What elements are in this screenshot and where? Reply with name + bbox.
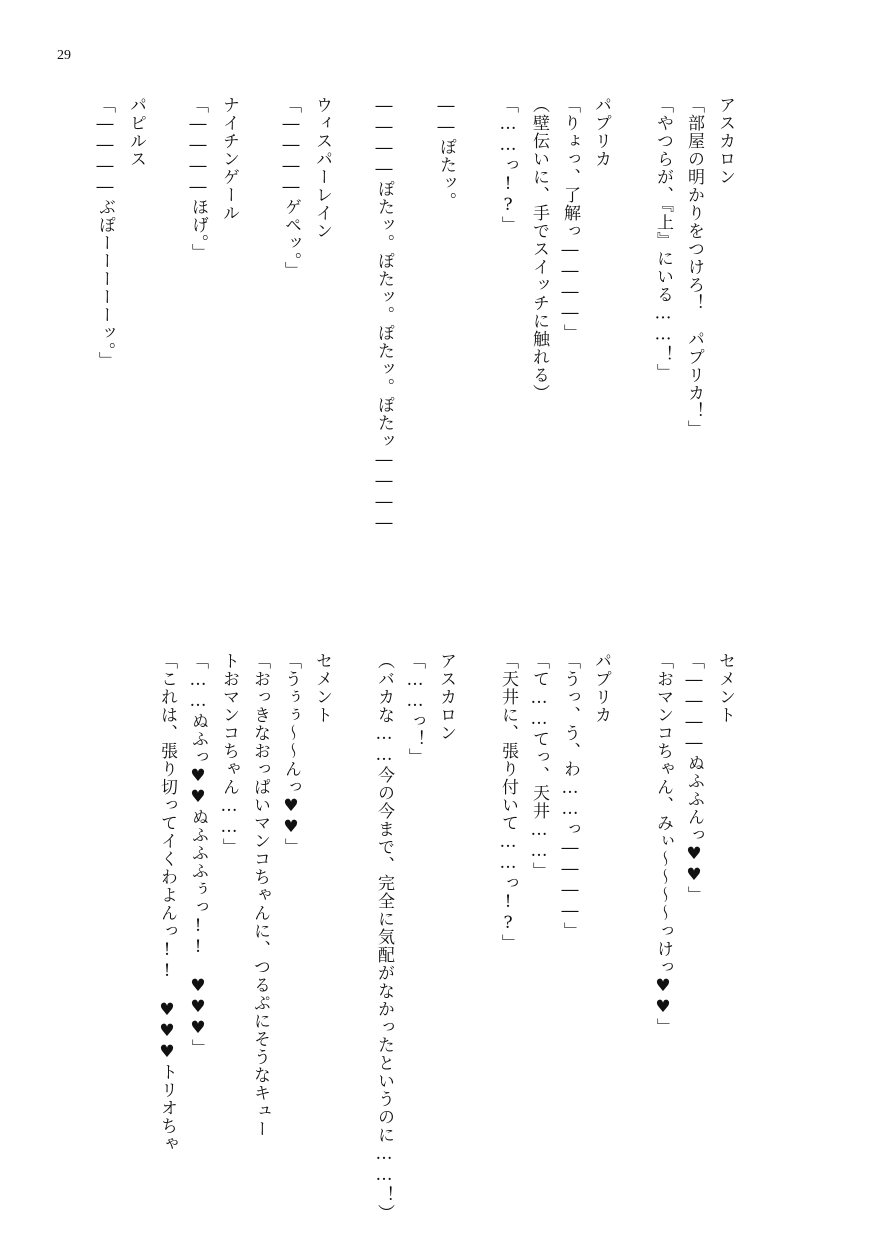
text-line: （壁伝いに、手でスイッチに触れる） xyxy=(529,96,549,402)
text-line: アスカロン xyxy=(436,652,456,742)
text-line: ――ぽたッ。 xyxy=(436,96,456,210)
text-line: 「おっきなおっぱいマンコちゃんに、つるぷにそうなキュー xyxy=(250,652,270,1138)
text-line: 「――――ゲペッ。」 xyxy=(281,96,301,280)
text-line: 「おマンコちゃん、みぃ～～～～っけっ♥♥」 xyxy=(653,652,673,1036)
text-line: 「――――ぬふふんっ♥♥」 xyxy=(684,652,704,904)
text-line: トおマンコちゃん……」 xyxy=(219,652,239,856)
text-line: （バカな……今の今まで、完全に気配がなかったというのに……！） xyxy=(374,652,394,1222)
text-line: アスカロン xyxy=(715,96,735,186)
text-line: 「うぅぅ～～んっ♥♥」 xyxy=(281,652,301,856)
text-line: 「天井に、張り付いて……っ!?」 xyxy=(498,652,518,952)
text-line: パピルス xyxy=(126,96,146,168)
text-line: 「うっ、う、わ……っ――――」 xyxy=(560,652,580,940)
text-line: 「――――ほげ。」 xyxy=(188,96,208,262)
text-line: 「……ぬふっ♥♥ぬふふふぅっ!! ♥♥♥」 xyxy=(188,652,208,1057)
text-line: 「部屋の明かりをつけろ！ パプリカ！」 xyxy=(684,96,704,438)
text-line: セメント xyxy=(312,652,332,724)
text-line: 「……っ！」 xyxy=(405,652,425,766)
text-line: ウィスパーレイン xyxy=(312,96,332,240)
text-line: パプリカ xyxy=(591,652,611,724)
text-line: ナイチンゲール xyxy=(219,96,239,222)
page-number: 29 xyxy=(57,48,71,63)
text-line: ――――ぽたッ。ぽたッ。ぽたッ。ぽたッ―――― xyxy=(374,96,394,534)
text-line: 「りょっ、了解っ――――」 xyxy=(560,96,580,342)
text-line: 「て……てっ、天井……」 xyxy=(529,652,549,880)
text-line: 「……っ!?」 xyxy=(498,96,518,234)
text-line: 「――――ぶぽーーーーーッ。」 xyxy=(95,96,115,370)
text-line: パプリカ xyxy=(591,96,611,168)
text-line: 「これは、張り切ってイくわよんっ!! ♥♥♥トリオちゃ xyxy=(157,652,177,1153)
text-line: 「やつらが、『上』にいる……！」 xyxy=(653,96,673,382)
text-line: セメント xyxy=(715,652,735,724)
